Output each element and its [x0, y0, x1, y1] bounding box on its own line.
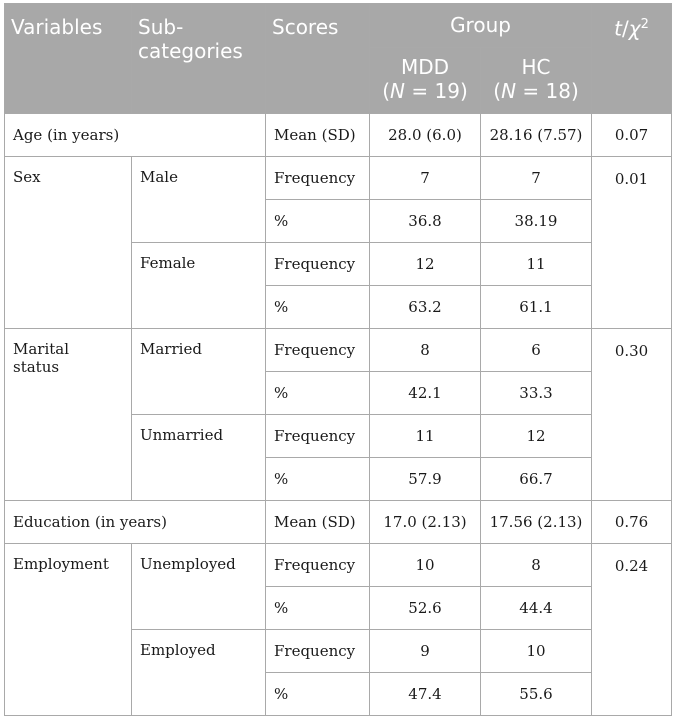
table-row — [5, 329, 672, 372]
subcategory-unemployed: Unemployed — [132, 544, 266, 630]
hc-value: 10 — [481, 630, 592, 673]
mdd-value: 47.4 — [370, 673, 481, 716]
t-value: 0.24 — [592, 544, 672, 716]
header-sub-categories: Sub- categories — [132, 4, 266, 114]
score-label: Mean (SD) — [266, 114, 370, 157]
t-value: 0.76 — [592, 501, 672, 544]
score-label: Frequency — [266, 329, 370, 372]
header-hc — [481, 48, 592, 114]
header-hc-line1: HC — [521, 55, 551, 79]
score-label: Frequency — [266, 630, 370, 673]
t-value: 0.30 — [592, 329, 672, 501]
score-label: % — [266, 200, 370, 243]
header-t-chi: $t/\chi^2$ — [592, 4, 672, 114]
hc-value: 38.19 — [481, 200, 592, 243]
hc-value: 33.3 — [481, 372, 592, 415]
subcategory-male: Male — [132, 157, 266, 243]
mdd-value: 12 — [370, 243, 481, 286]
hc-value: 28.16 (7.57) — [481, 114, 592, 157]
row-label-marital-status — [5, 329, 132, 501]
hc-value: 6 — [481, 329, 592, 372]
header-mdd-line2: (N = 19) — [382, 79, 468, 103]
header-mdd — [370, 48, 481, 114]
mdd-value: 10 — [370, 544, 481, 587]
score-label: Frequency — [266, 415, 370, 458]
subcategory-female: Female — [132, 243, 266, 329]
header-group: Group — [370, 4, 592, 48]
subcategory-unmarried: Unmarried — [132, 415, 266, 501]
marital-line2: status — [13, 358, 60, 376]
table-header — [5, 4, 672, 114]
hc-value: 61.1 — [481, 286, 592, 329]
score-label: % — [266, 587, 370, 630]
score-label: Frequency — [266, 544, 370, 587]
header-hc-line2: (N = 18) — [493, 79, 579, 103]
hc-value: 12 — [481, 415, 592, 458]
hc-value: 44.4 — [481, 587, 592, 630]
mdd-value: 63.2 — [370, 286, 481, 329]
row-label-education: Education (in years) — [5, 501, 266, 544]
table-row — [5, 114, 672, 157]
t-value: 0.07 — [592, 114, 672, 157]
mdd-value: 11 — [370, 415, 481, 458]
score-label: % — [266, 372, 370, 415]
header-scores: Scores — [266, 4, 370, 114]
row-label-sex: Sex — [5, 157, 132, 329]
marital-line1: Marital — [13, 340, 70, 358]
mdd-value: 42.1 — [370, 372, 481, 415]
score-label: Frequency — [266, 157, 370, 200]
table-row — [5, 157, 672, 200]
subcategory-married: Married — [132, 329, 266, 415]
hc-value: 8 — [481, 544, 592, 587]
mdd-value: 57.9 — [370, 458, 481, 501]
row-label-age: Age (in years) — [5, 114, 266, 157]
score-label: Frequency — [266, 243, 370, 286]
header-mdd-line1: MDD — [400, 55, 450, 79]
row-label-employment: Employment — [5, 544, 132, 716]
mdd-value: 52.6 — [370, 587, 481, 630]
score-label: Mean (SD) — [266, 501, 370, 544]
mdd-value: 9 — [370, 630, 481, 673]
hc-value: 66.7 — [481, 458, 592, 501]
mdd-value: 8 — [370, 329, 481, 372]
hc-value: 11 — [481, 243, 592, 286]
mdd-value: 28.0 (6.0) — [370, 114, 481, 157]
mdd-value: 17.0 (2.13) — [370, 501, 481, 544]
mdd-value: 36.8 — [370, 200, 481, 243]
mdd-value: 7 — [370, 157, 481, 200]
hc-value: 7 — [481, 157, 592, 200]
score-label: % — [266, 458, 370, 501]
header-variables: Variables — [5, 4, 132, 114]
score-label: % — [266, 673, 370, 716]
demographics-table — [4, 3, 672, 716]
hc-value: 17.56 (2.13) — [481, 501, 592, 544]
hc-value: 55.6 — [481, 673, 592, 716]
t-value: 0.01 — [592, 157, 672, 329]
table-row — [5, 501, 672, 544]
subcategory-employed: Employed — [132, 630, 266, 716]
score-label: % — [266, 286, 370, 329]
table-row — [5, 544, 672, 587]
